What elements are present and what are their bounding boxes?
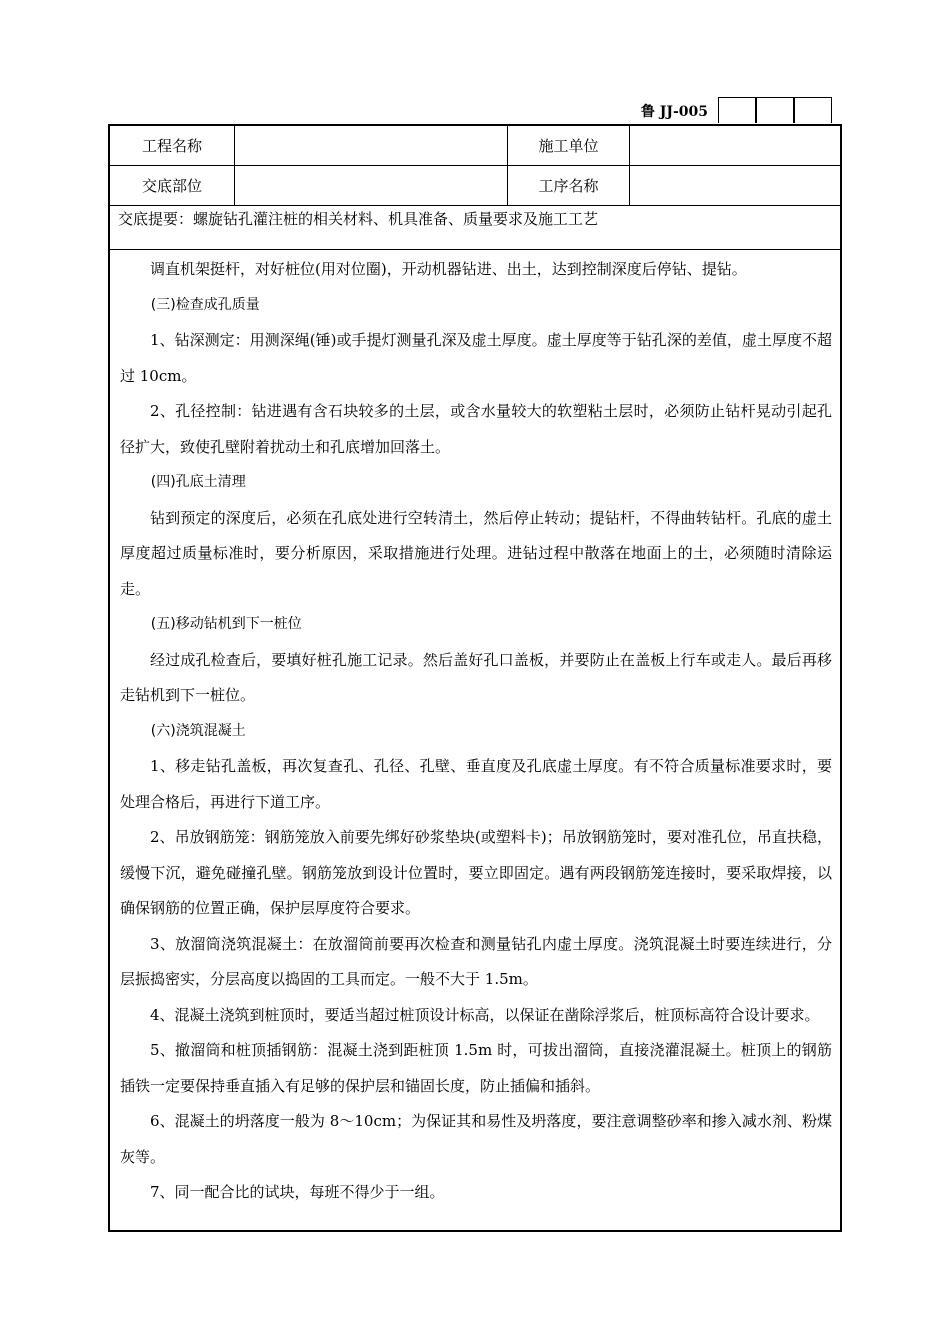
paragraph: 3、放溜筒浇筑混凝土：在放溜筒前要再次检查和测量钻孔内虚土厚度。浇筑混凝土时要连续进行，分层振捣密实，分层高度以捣固的工具而定。一般不大于 1.5m。 <box>120 934 832 988</box>
handover-part-label: 交底部位 <box>110 166 235 205</box>
project-name-value <box>235 126 508 165</box>
construction-unit-value <box>630 126 840 165</box>
code-box-3 <box>794 97 832 123</box>
handover-form <box>108 124 842 1232</box>
paragraph: 4、混凝土浇筑到桩顶时，要适当超过桩顶设计标高，以保证在凿除浮浆后，桩顶标高符合设计要求。 <box>150 1005 820 1024</box>
handover-body <box>120 252 832 1211</box>
paragraph: 1、移走钻孔盖板，再次复查孔、孔径、孔壁、垂直度及孔底虚土厚度。有不符合质量标准要求时，要处理合格后，再进行下道工序。 <box>120 757 832 811</box>
header-row-2 <box>110 166 840 206</box>
header-row-1 <box>110 126 840 166</box>
paragraph: 钻到预定的深度后，必须在孔底处进行空转清土，然后停止转动；提钻杆，不得曲转钻杆。孔底的虚土厚度超过质量标准时，要分析原因，采取措施进行处理。进钻过程中散落在地面上的土，必须随时清除运走。 <box>120 508 832 598</box>
paragraph: 调直机架挺杆，对好桩位(用对位圈)，开动机器钻进、出土，达到控制深度后停钻、提钻。 <box>150 260 747 278</box>
paragraph: 2、孔径控制：钻进遇有含石块较多的土层，或含水量较大的软塑粘土层时，必须防止钻杆晃动引起孔径扩大，致使孔壁附着扰动土和孔底增加回落土。 <box>120 402 832 456</box>
section-heading: (六)浇筑混凝土 <box>150 722 246 739</box>
project-name-label: 工程名称 <box>110 126 235 165</box>
code-box-2 <box>756 97 794 123</box>
paragraph: 2、吊放钢筋笼：钢筋笼放入前要先绑好砂浆垫块(或塑料卡)；吊放钢筋笼时，要对准孔位，吊直扶稳，缓慢下沉，避免碰撞孔壁。钢筋笼放到设计位置时，要立即固定。遇有两段钢筋笼连接时，要采取焊接，以确保钢筋的位置正确，保护层厚度符合要求。 <box>120 828 832 917</box>
section-heading: (三)检查成孔质量 <box>150 296 260 313</box>
handover-part-value <box>235 166 508 205</box>
process-name-label: 工序名称 <box>508 166 630 205</box>
paragraph: 5、撤溜筒和桩顶插钢筋：混凝土浇到距桩顶 1.5m 时，可拔出溜筒，直接浇灌混凝土。桩顶上的钢筋插铁一定要保持垂直插入有足够的保护层和锚固长度，防止插偏和插斜。 <box>120 1041 832 1095</box>
construction-unit-label: 施工单位 <box>508 126 630 165</box>
section-heading: (四)孔底土清理 <box>150 474 246 490</box>
code-box-1 <box>718 97 756 123</box>
form-code-row <box>108 97 842 124</box>
paragraph: 7、同一配合比的试块，每班不得少于一组。 <box>150 1183 445 1201</box>
paragraph: 经过成孔检查后，要填好桩孔施工记录。然后盖好孔口盖板，并要防止在盖板上行车或走人。最后再移走钻机到下一桩位。 <box>120 650 832 704</box>
paragraph: 1、钻深测定：用测深绳(锤)或手提灯测量孔深及虚土厚度。虚土厚度等于钻孔深的差值，虚土厚度不超过 10cm。 <box>120 331 832 385</box>
form-code: 鲁 JJ-005 <box>640 104 708 120</box>
paragraph: 6、混凝土的坍落度一般为 8～10cm；为保证其和易性及坍落度，要注意调整砂率和掺入减水剂、粉煤灰等。 <box>120 1112 832 1166</box>
handover-summary: 交底提要：螺旋钻孔灌注桩的相关材料、机具准备、质量要求及施工工艺 <box>110 206 840 250</box>
section-heading: (五)移动钻机到下一桩位 <box>150 616 302 632</box>
process-name-value <box>630 166 840 205</box>
